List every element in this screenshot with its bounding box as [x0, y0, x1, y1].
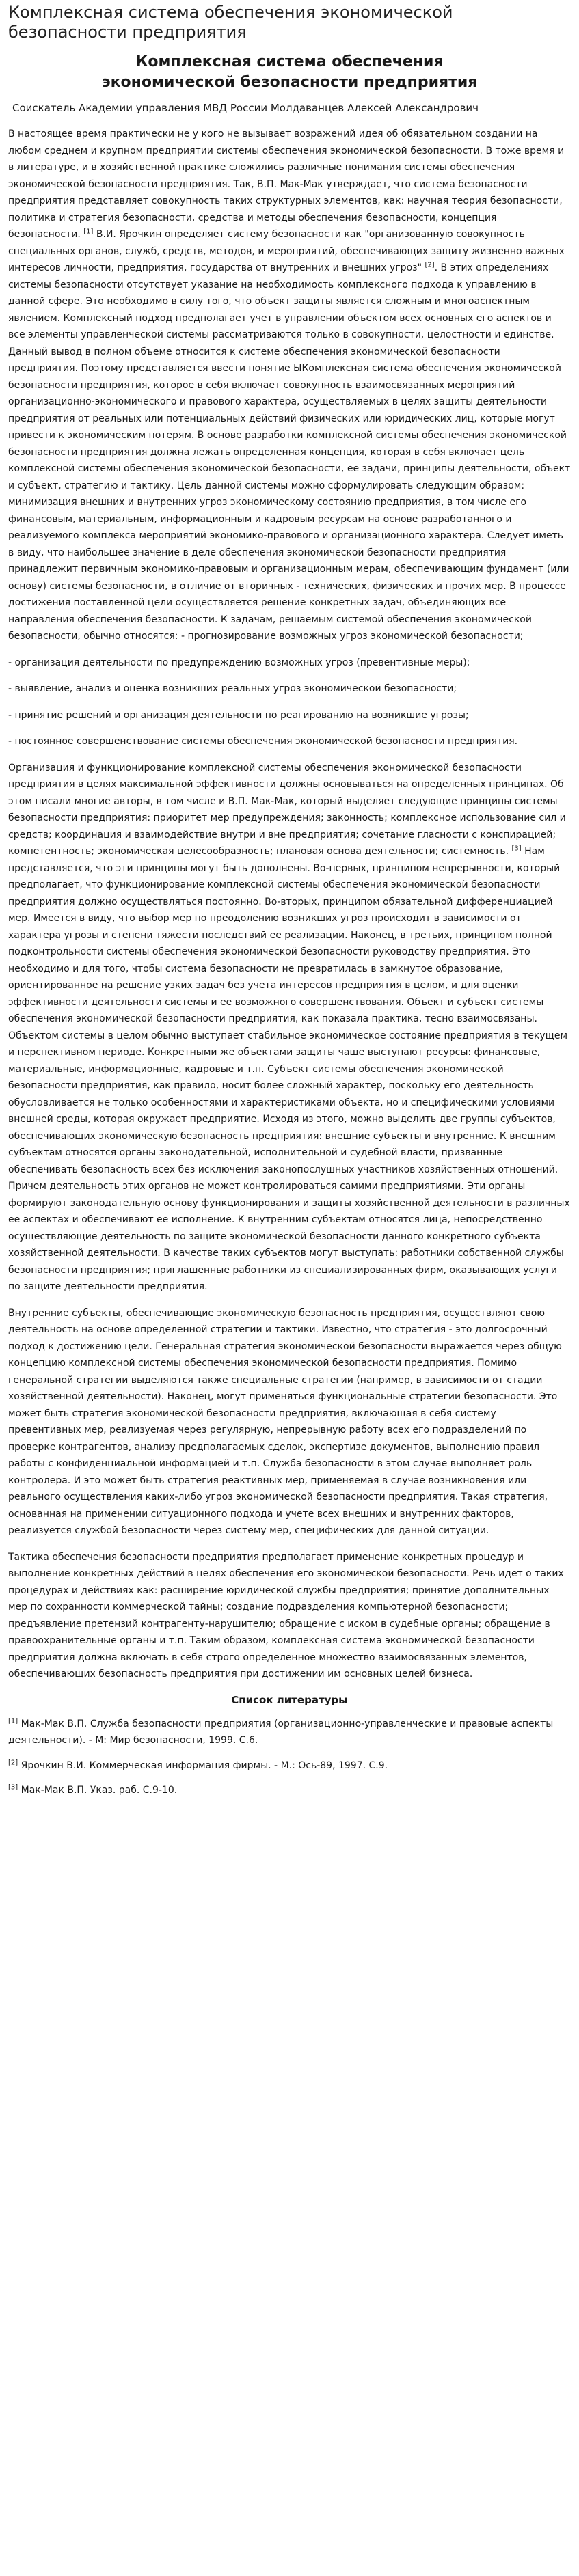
paragraph-tactics: Тактика обеспечения безопасности предприятия предполагает применение конкретных процедур и выполнение конкретных действий в целях обеспечения его экономической безопасности. Речь идет о таких процедурах и действиях как: расширение юридической службы предприятия; принятие дополнительных мер по сохранности коммерческой тайны; создание подразделения компьютерной безопасности; предъявление претензий контрагенту-нарушителю; обращение с иском в судебные органы; обращение в правоохранительные органы и т.п. Таким образом, комплексная система экономической безопасности предприятия должна включать в себя строго определенное множество взаимосвязанных элементов, обеспечивающих безопасность предприятия при достижении им основных целей бизнеса.	[8, 1551, 564, 1680]
paragraph-text: В настоящее время практически не у кого не вызывает возражений идея об обязательном создании на любом среднем и крупном предприятии системы обеспечения экономической безопасности. В тоже время и в литературе, и в хозяйственной практике сложились различные понимания системы обеспечения экономической безопасности предприятия. Так, В.П. Мак-Мак утверждает, что система безопасности предприятия представляет совокупность таких структурных элементов, как: научная теория безопасности, политика и стратегия безопасности, средства и методы обеспечения безопасности, концепция безопасности.	[8, 128, 565, 240]
paragraph-intro	[8, 126, 571, 645]
paragraph-text: В.И. Ярочкин определяет систему безопасности как "организованную совокупность специальных органов, служб, средств, методов, и мероприятий, обеспечивающих защиту жизненно важных интересов личности, предприятия, государства от внутренних и внешних угроз"	[8, 229, 565, 273]
list-item: - постоянное совершенствование системы обеспечения экономической безопасности предприятия.	[8, 736, 518, 747]
footnote-mark-2[interactable]: [2]	[425, 261, 435, 269]
article-title-line-1: Комплексная система обеспечения	[135, 53, 444, 70]
paragraph-strategy: Внутренние субъекты, обеспечивающие экономическую безопасность предприятия, осуществляют свою деятельность на основе определенной стратегии и тактики. Известно, что стратегия - это долгосрочный подход к достижению цели. Генеральная стратегия экономической безопасности выражается через общую концепцию комплексной системы обеспечения экономической безопасности предприятия. Помимо генеральной стратегии выделяются также специальные стратегии (например, в зависимости от стадии хозяйственной деятельности). Наконец, могут применяться функциональные стратегии безопасности. Это может быть стратегия экономической безопасности предприятия, включающая в себя систему превентивных мер, реализуемая через регулярную, непрерывную работу всех его подразделений по проверке контрагентов, анализу предполагаемых сделок, экспертизе документов, выполнению правил работы с конфиденциальной информацией и т.п. Служба безопасности в этом случае выполняет роль контролера. И это может быть стратегия реактивных мер, применяемая в случае возникновения или реального осуществления каких-либо угроз экономической безопасности предприятия. Такая стратегия, основанная на применении ситуационного подхода и учете всех внешних и внутренних факторов, реализуется службой безопасности через систему мер, специфических для данной ситуации.	[8, 1307, 562, 1536]
list-item: - выявление, анализ и оценка возникших реальных угроз экономической безопасности;	[8, 683, 457, 694]
reference-item	[8, 1716, 571, 1749]
reference-mark[interactable]: [2]	[8, 1758, 18, 1766]
article-title	[8, 52, 571, 93]
paragraph-text: Нам представляется, что эти принципы могут быть дополнены. Во-первых, принципом непрерывности, который предполагает, что функционирование комплексной системы обеспечения экономической безопасности предприятия должно осуществляться постоянно. Во-вторых, принципом обязательной дифференциацией мер. Имеется в виду, что выбор мер по преодолению возникших угроз происходит в зависимости от характера угрозы и степени тяжести последствий ее реализации. Наконец, в третьих, принципом полной подконтрольности системы обеспечения экономической безопасности руководству предприятия. Это необходимо и для того, чтобы система безопасности не превратилась в замкнутое образование, ориентированное на решение узких задач без учета интересов предприятия в целом, и для оценки эффективности деятельности системы и ее возможного совершенствования. Объект и субъект системы обеспечения экономической безопасности предприятия, как показала практика, тесно взаимосвязаны. Объектом системы в целом обычно выступает стабильное экономическое состояние предприятия в текущем и перспективном периоде. Конкретными же объектами защиты чаще выступают ресурсы: финансовые, материальные, информационные, кадровые и т.п. Субъект системы обеспечения экономической безопасности предприятия, как правило, носит более сложный характер, поскольку его деятельность обусловливается не только особенностями и характеристиками объекта, но и специфическими условиями внешней среды, которая окружает предприятие. Исходя из этого, можно выделить две группы субъектов, обеспечивающих экономическую безопасность предприятия: внешние субъекты и внутренние. К внешним субъектам относятся органы законодательной, исполнительной и судебной власти, призванные обеспечивать безопасность всех без исключения законопослушных участников хозяйственных отношений. Причем деятельность этих органов не может контролироваться самими предприятиями. Эти органы формируют законодательную основу функционирования и защиты хозяйственной деятельности в различных ее аспектах и обеспечивают ее исполнение. К внутренним субъектам относятся лица, непосредственно осуществляющие деятельность по защите экономической безопасности данного конкретного субъекта хозяйственной деятельности. В качестве таких субъектов могут выступать: работники собственной службы безопасности предприятия; приглашенные работники из специализированных фирм, оказывающих услуги по защите деятельности предприятия.	[8, 846, 570, 1292]
article-title-line-2: экономической безопасности предприятия	[101, 74, 478, 91]
footnote-mark-1[interactable]: [1]	[83, 228, 94, 236]
reference-mark[interactable]: [3]	[8, 1783, 18, 1792]
paragraph-text: Организация и функционирование комплексной системы обеспечения экономической безопасности предприятия в целях максимальной эффективности должны основываться на определенных принципах. Об этом писали многие авторы, в том числе и В.П. Мак-Мак, который выделяет следующие принципы системы безопасности предприятия: приоритет мер предупреждения; законность; комплексное использование сил и средств; координация и взаимодействие внутри и вне предприятия; сочетание гласности с конспирацией; компетентность; экономическая целесообразность; плановая основа деятельности; системность.	[8, 762, 566, 857]
references-title: Список литературы	[231, 1693, 348, 1706]
reference-item	[8, 1782, 571, 1799]
reference-item	[8, 1757, 571, 1775]
page-title: Комплексная система обеспечения экономической безопасности предприятия	[8, 3, 453, 42]
paragraph-principles	[8, 760, 571, 1296]
footnote-mark-3[interactable]: [3]	[511, 845, 522, 853]
reference-text: Ярочкин В.И. Коммерческая информация фирмы. - М.: Ось-89, 1997. С.9.	[18, 1759, 388, 1771]
reference-text: Мак-Мак В.П. Служба безопасности предприятия (организационно-управленческие и правовые аспекты деятельности). - М: Мир безопасности, 1999. С.6.	[8, 1718, 554, 1746]
paragraph-text: . В этих определениях системы безопасности отсутствует указание на необходимость комплексного подхода к управлению в данной сфере. Это необходимо в силу того, что объект защиты является сложным и многоаспектным явлением. Комплексный подход предполагает учет в управлении объектом всех основных его аспектов и все элементы управленческой системы рассматриваются только в совокупности, целостности и единстве. Данный вывод в полном объеме относится к системе обеспечения экономической безопасности предприятия. Поэтому представляется ввести понятие ЫКомплексная система обеспечения экономической безопасности предприятия, которое в себя включает совокупность взаимосвязанных мероприятий организационно-экономического и правового характера, осуществляемых в целях защиты деятельности предприятия от реальных или потенциальных действий физических или юридических лиц, которые могут привести к экономическим потерям. В основе разработки комплексной системы обеспечения экономической безопасности предприятия должна лежать определенная концепция, которая в себя включает цель комплексной системы обеспечения экономической безопасности, ее задачи, принципы деятельности, объект и субъект, стратегию и тактику. Цель данной системы можно сформулировать следующим образом: минимизация внешних и внутренних угроз экономическому состоянию предприятия, в том числе его финансовым, материальным, информационным и кадровым ресурсам на основе разработанного и реализуемого комплекса мероприятий экономико-правового и организационного характера. Следует иметь в виду, что наибольшее значение в деле обеспечения экономической безопасности предприятия принадлежит первичным экономико-правовым и организационным мерам, обеспечивающим фундамент (или основу) системы безопасности, в отличие от вторичных - технических, физических и прочих мер. В процессе достижения поставленной цели осуществляется решение конкретных задач, объединяющих все направления обеспечения безопасности. К задачам, решаемым системой обеспечения экономической безопасности, обычно относятся: - прогнозирование возможных угроз экономической безопасности;	[8, 262, 571, 642]
list-item: - организация деятельности по предупреждению возможных угроз (превентивные меры);	[8, 657, 470, 668]
author-line: Соискатель Академии управления МВД России Молдаванцев Алексей Александрович	[12, 102, 479, 114]
reference-text: Мак-Мак В.П. Указ. раб. С.9-10.	[18, 1785, 178, 1796]
reference-mark[interactable]: [1]	[8, 1716, 18, 1725]
list-item: - принятие решений и организация деятельности по реагированию на возникшие угрозы;	[8, 709, 469, 721]
